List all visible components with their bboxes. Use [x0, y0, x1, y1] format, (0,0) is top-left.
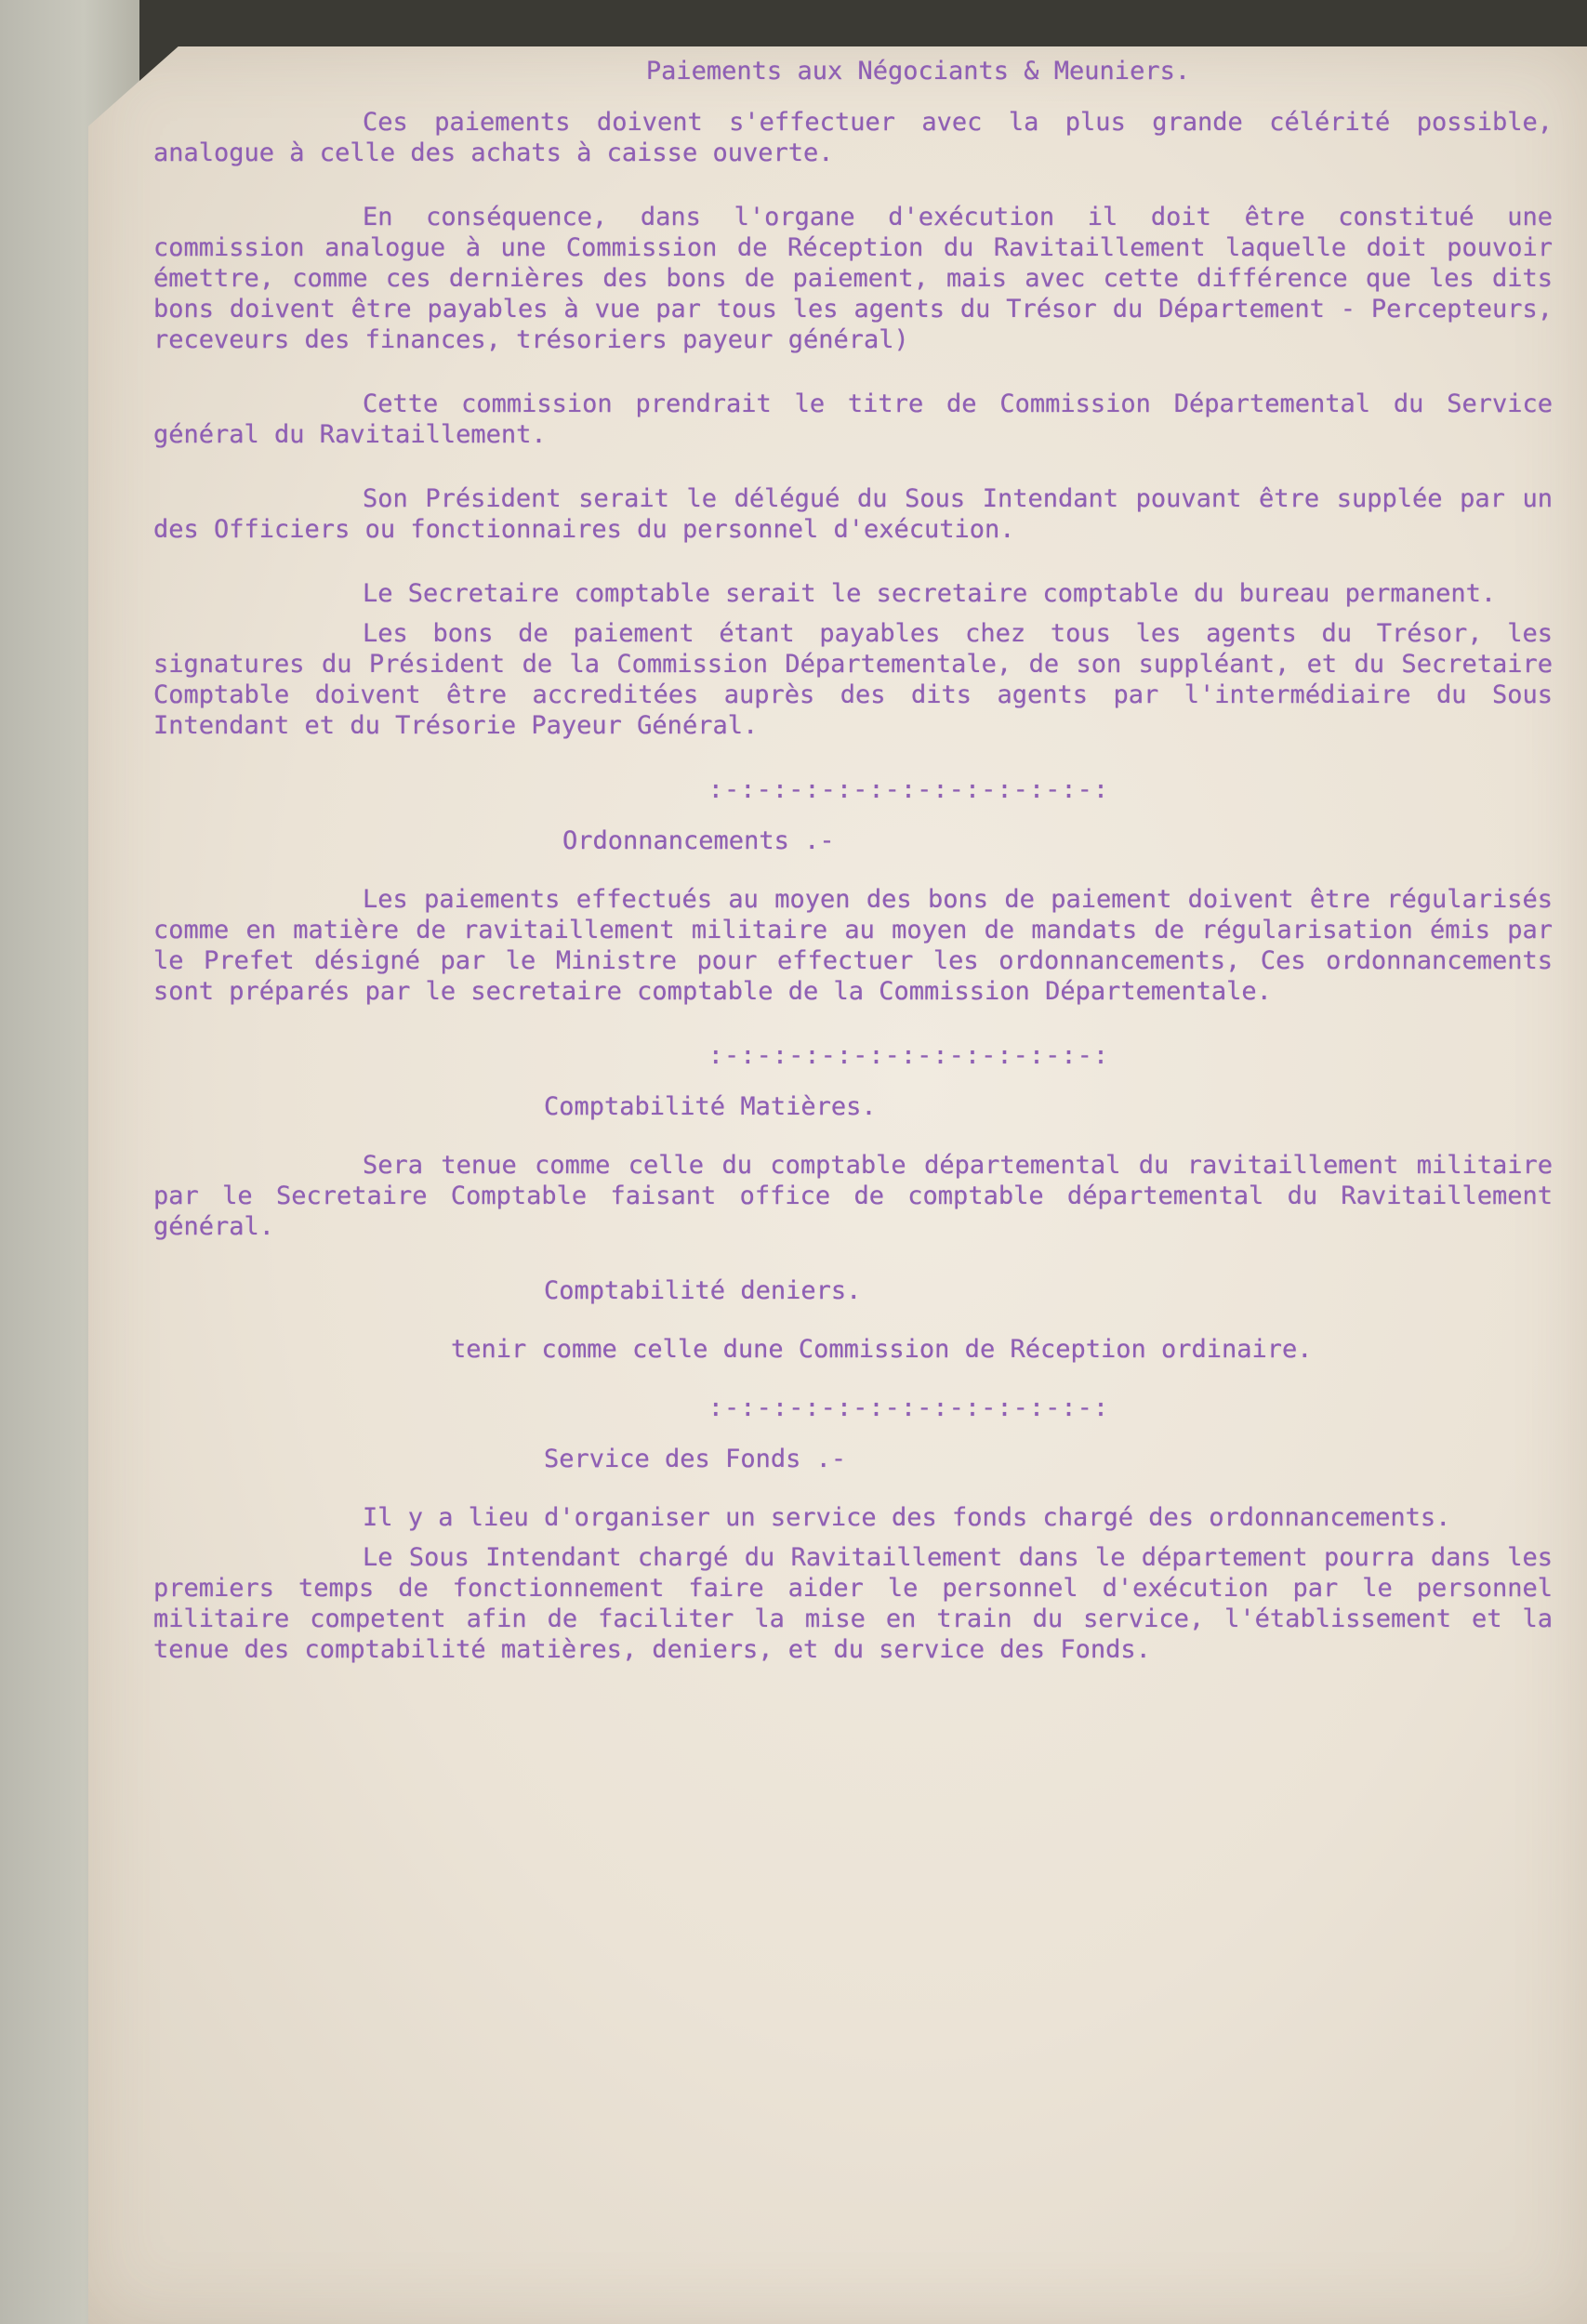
typed-document [153, 56, 1553, 2064]
paragraph-service-fonds-1: Il y a lieu d'organiser un service des fonds chargé des ordonnancements. [363, 1503, 1451, 1532]
heading-ordonnancements: Ordonnancements .- [562, 826, 835, 855]
paragraph-comptabilite-matieres: Sera tenue comme celle du comptable départemental du ravitaillement militaire par le Secretaire Comptable faisant office de comptable départemental du Ravitaillement général. [153, 1151, 1553, 1241]
separator-3: :-:-:-:-:-:-:-:-:-:-:-:-: [708, 1393, 1110, 1422]
paragraph-6: Les bons de paiement étant payables chez tous les agents du Trésor, les signatures du Président de la Commission Départementale, de son suppléant, et du Secretaire Comptable doivent être accreditées auprès des dits agents par l'intermédiaire du Sous Intendant et du Trésorie Payeur Général. [153, 619, 1553, 740]
paragraph-5: Le Secretaire comptable serait le secretaire comptable du bureau permanent. [363, 579, 1497, 608]
paragraph-comptabilite-deniers: tenir comme celle dune Commission de Réception ordinaire. [451, 1335, 1313, 1364]
heading-comptabilite-matieres: Comptabilité Matières. [544, 1092, 877, 1121]
paragraph-ordonnancements: Les paiements effectués au moyen des bons de paiement doivent être régularisés comme en matière de ravitaillement militaire au moyen de mandats de régularisation émis par le Prefet désigné par le Ministre pour effectuer les ordonnancements, Ces ordonnancements sont préparés par le secretaire comptable de la Commission Départementale. [153, 885, 1553, 1006]
heading-comptabilite-deniers: Comptabilité deniers. [544, 1276, 862, 1305]
separator-1: :-:-:-:-:-:-:-:-:-:-:-:-: [708, 775, 1110, 804]
separator-2: :-:-:-:-:-:-:-:-:-:-:-:-: [708, 1041, 1110, 1070]
paragraph-service-fonds-2: Le Sous Intendant chargé du Ravitaillement dans le département pourra dans les premiers temps de fonctionnement faire aider le personnel d'exécution par le personnel militaire competent afin de faciliter la mise en train du service, l'établissement et la tenue des comptabilité matières, deniers, et du service des Fonds. [153, 1543, 1553, 1664]
paragraph-1: Ces paiements doivent s'effectuer avec la plus grande célérité possible, analogue à celle des achats à caisse ouverte. [153, 108, 1553, 167]
paragraph-3: Cette commission prendrait le titre de Commission Départemental du Service général du Ravitaillement. [153, 390, 1553, 449]
document-title: Paiements aux Négociants & Meuniers. [645, 57, 1191, 86]
paragraph-4: Son Président serait le délégué du Sous Intendant pouvant être supplée par un des Officiers ou fonctionnaires du personnel d'exécution. [153, 484, 1553, 544]
paragraph-2: En conséquence, dans l'organe d'exécution il doit être constitué une commission analogue à une Commission de Réception du Ravitaillement laquelle doit pouvoir émettre, comme ces dernières des bons de paiement, mais avec cette différence que les dits bons doivent être payables à vue par tous les agents du Trésor du Département - Percepteurs, receveurs des finances, trésoriers payeur général) [153, 203, 1553, 354]
heading-service-fonds: Service des Fonds .- [544, 1445, 847, 1473]
